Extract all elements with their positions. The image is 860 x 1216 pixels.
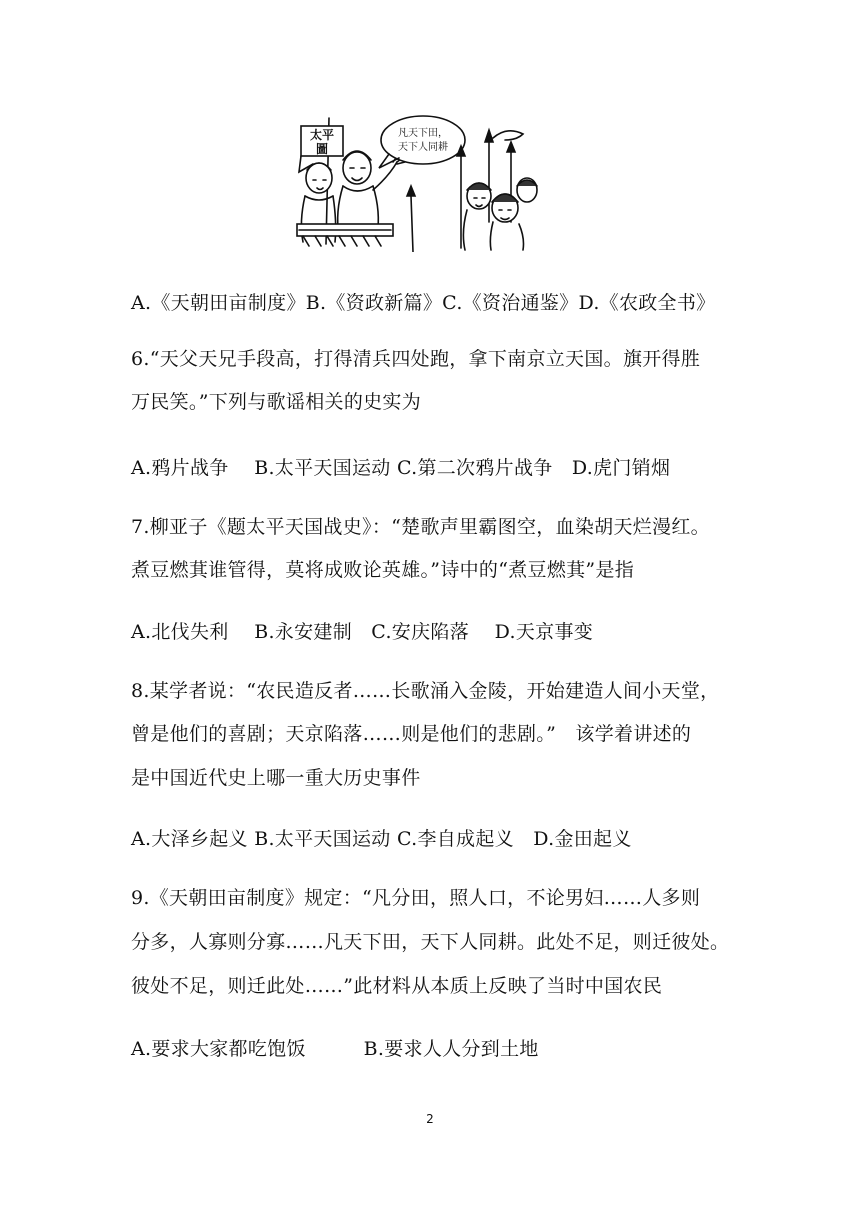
q7-stem-line-1: 7.柳亚子《题太平天国战史》：“楚歌声里霸图空，血染胡天烂漫红。 xyxy=(131,516,710,538)
q6-stem-line-1: 6.“天父天兄手段高，打得清兵四处跑，拿下南京立天国。旗开得胜 xyxy=(131,348,701,370)
q8-stem-line-1: 8.某学者说：“农民造反者……长歌涌入金陵，开始建造人间小天堂， xyxy=(131,680,720,702)
q9-options: A.要求大家都吃饱饭 B.要求人人分到土地 xyxy=(131,1038,539,1060)
q7-options: A.北伐失利 B.永安建制 C.安庆陷落 D.天京事变 xyxy=(131,621,594,643)
q5-options: A.《天朝田亩制度》B.《资政新篇》C.《资治通鉴》D.《农政全书》 xyxy=(131,292,716,314)
q8-options: A.大泽乡起义 B.太平天国运动 C.李自成起义 D.金田起义 xyxy=(131,828,632,850)
speech-line-2: 天下人同耕 xyxy=(398,142,448,153)
banner-char: 圖 xyxy=(315,142,329,156)
q9-stem-line-3: 彼处不足，则迁此处……”此材料从本质上反映了当时中国农民 xyxy=(131,975,663,997)
q8-stem-line-2: 曾是他们的喜剧；天京陷落……则是他们的悲剧。” 该学着讲述的 xyxy=(131,723,692,745)
page-number: 2 xyxy=(426,1112,434,1126)
q9-stem-line-1: 9.《天朝田亩制度》规定：“凡分田，照人口，不论男妇……人多则 xyxy=(131,887,701,909)
banner-text: 太平 xyxy=(309,128,335,142)
q7-stem-line-2: 煮豆燃萁谁管得，莫将成败论英雄。”诗中的“煮豆燃萁”是指 xyxy=(131,559,635,581)
speech-line-1: 凡天下田， xyxy=(398,128,448,139)
q8-stem-line-3: 是中国近代史上哪一重大历史事件 xyxy=(131,767,421,789)
q6-options: A.鸦片战争 B.太平天国运动 C.第二次鸦片战争 D.虎门销烟 xyxy=(131,457,671,479)
q9-stem-line-2: 分多，人寡则分寡……凡天下田，天下人同耕。此处不足，则迁彼处。 xyxy=(131,931,730,953)
q6-stem-line-2: 万民笑。”下列与歌谣相关的史实为 xyxy=(131,391,422,413)
taiping-cartoon-illustration xyxy=(293,112,539,252)
